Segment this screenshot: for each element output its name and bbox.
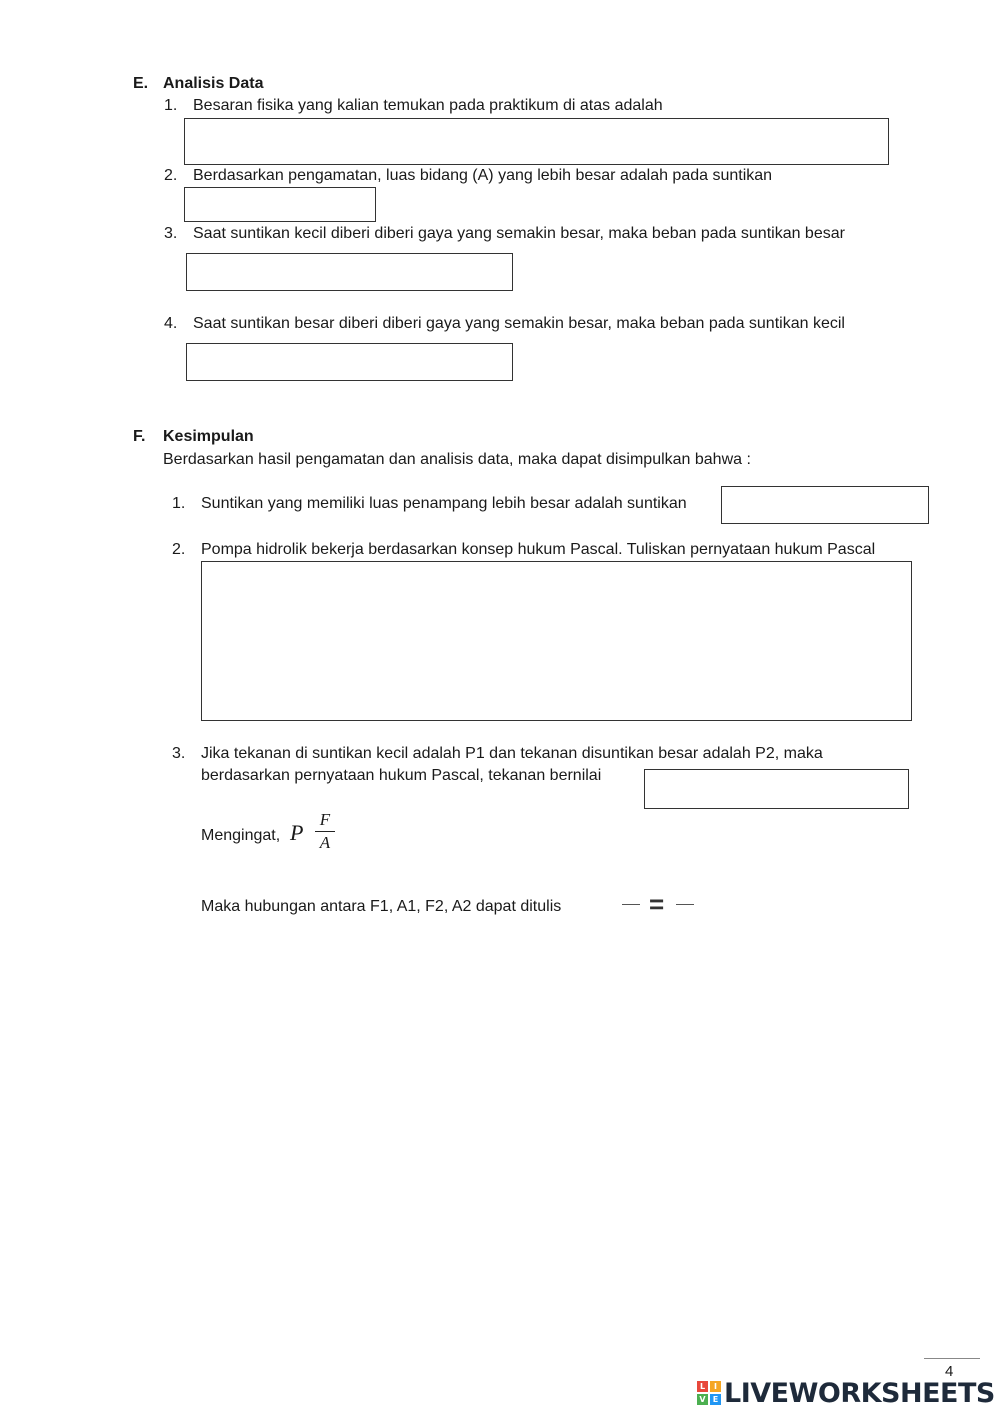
f-item-3-line2: berdasarkan pernyataan hukum Pascal, tekanan bernilai xyxy=(201,767,602,784)
logo-letter-e: E xyxy=(710,1394,721,1405)
e-item-2-text: Berdasarkan pengamatan, luas bidang (A) yang lebih besar adalah pada suntikan xyxy=(193,167,773,184)
footer-rule xyxy=(924,1358,980,1359)
e-item-4-text: Saat suntikan besar diberi diberi gaya yang semakin besar, maka beban pada suntikan kecil xyxy=(193,315,845,332)
relation-text: Maka hubungan antara F1, A1, F2, A2 dapat ditulis xyxy=(201,898,562,915)
e-item-1-number: 1. xyxy=(164,97,178,114)
section-f-title: Kesimpulan xyxy=(163,428,254,445)
remember-label: Mengingat, xyxy=(201,827,281,844)
formula-denominator: A xyxy=(319,833,331,852)
f-item-1-text: Suntikan yang memiliki luas penampang lebih besar adalah suntikan xyxy=(201,495,687,512)
formula-pressure-symbol: P xyxy=(290,820,304,845)
logo-letter-l: L xyxy=(697,1381,708,1392)
fraction-blank-left[interactable] xyxy=(622,904,640,905)
fraction-blank-right[interactable] xyxy=(676,904,694,905)
logo-mark-icon xyxy=(697,1381,721,1405)
f-item-3-line1: Jika tekanan di suntikan kecil adalah P1 dan tekanan disuntikan besar adalah P2, maka xyxy=(201,745,823,762)
e-item-3-text: Saat suntikan kecil diberi diberi gaya yang semakin besar, maka beban pada suntikan besar xyxy=(193,225,845,242)
answer-box-e4[interactable] xyxy=(186,343,513,381)
section-e-title: Analisis Data xyxy=(163,75,264,92)
e-item-4-number: 4. xyxy=(164,315,178,332)
f-item-1-number: 1. xyxy=(172,495,186,512)
liveworksheets-logo xyxy=(697,1378,995,1408)
f-item-2-text: Pompa hidrolik bekerja berdasarkan konsep hukum Pascal. Tuliskan pernyataan hukum Pascal xyxy=(201,541,876,558)
formula-numerator: F xyxy=(319,810,331,829)
answer-box-e3[interactable] xyxy=(186,253,513,291)
f-item-2-number: 2. xyxy=(172,541,186,558)
answer-box-f1[interactable] xyxy=(721,486,929,524)
e-item-1-text: Besaran fisika yang kalian temukan pada praktikum di atas adalah xyxy=(193,97,663,114)
answer-box-e2[interactable] xyxy=(184,187,376,222)
e-item-2-number: 2. xyxy=(164,167,178,184)
formula-fraction xyxy=(315,810,335,853)
logo-letter-i: I xyxy=(710,1381,721,1392)
fraction-bar xyxy=(315,831,335,832)
page-number: 4 xyxy=(945,1363,954,1380)
section-f-intro: Berdasarkan hasil pengamatan dan analisis data, maka dapat disimpulkan bahwa : xyxy=(163,451,751,468)
answer-box-e1[interactable] xyxy=(184,118,889,165)
section-e-letter: E. xyxy=(133,75,149,92)
section-f-letter: F. xyxy=(133,428,146,445)
e-item-3-number: 3. xyxy=(164,225,178,242)
logo-letter-v: V xyxy=(697,1394,708,1405)
equals-sign: = xyxy=(649,889,665,919)
answer-box-f2[interactable] xyxy=(201,561,912,721)
f-item-3-number: 3. xyxy=(172,745,186,762)
answer-box-f3[interactable] xyxy=(644,769,909,809)
logo-text: LIVEWORKSHEETS xyxy=(724,1377,995,1409)
